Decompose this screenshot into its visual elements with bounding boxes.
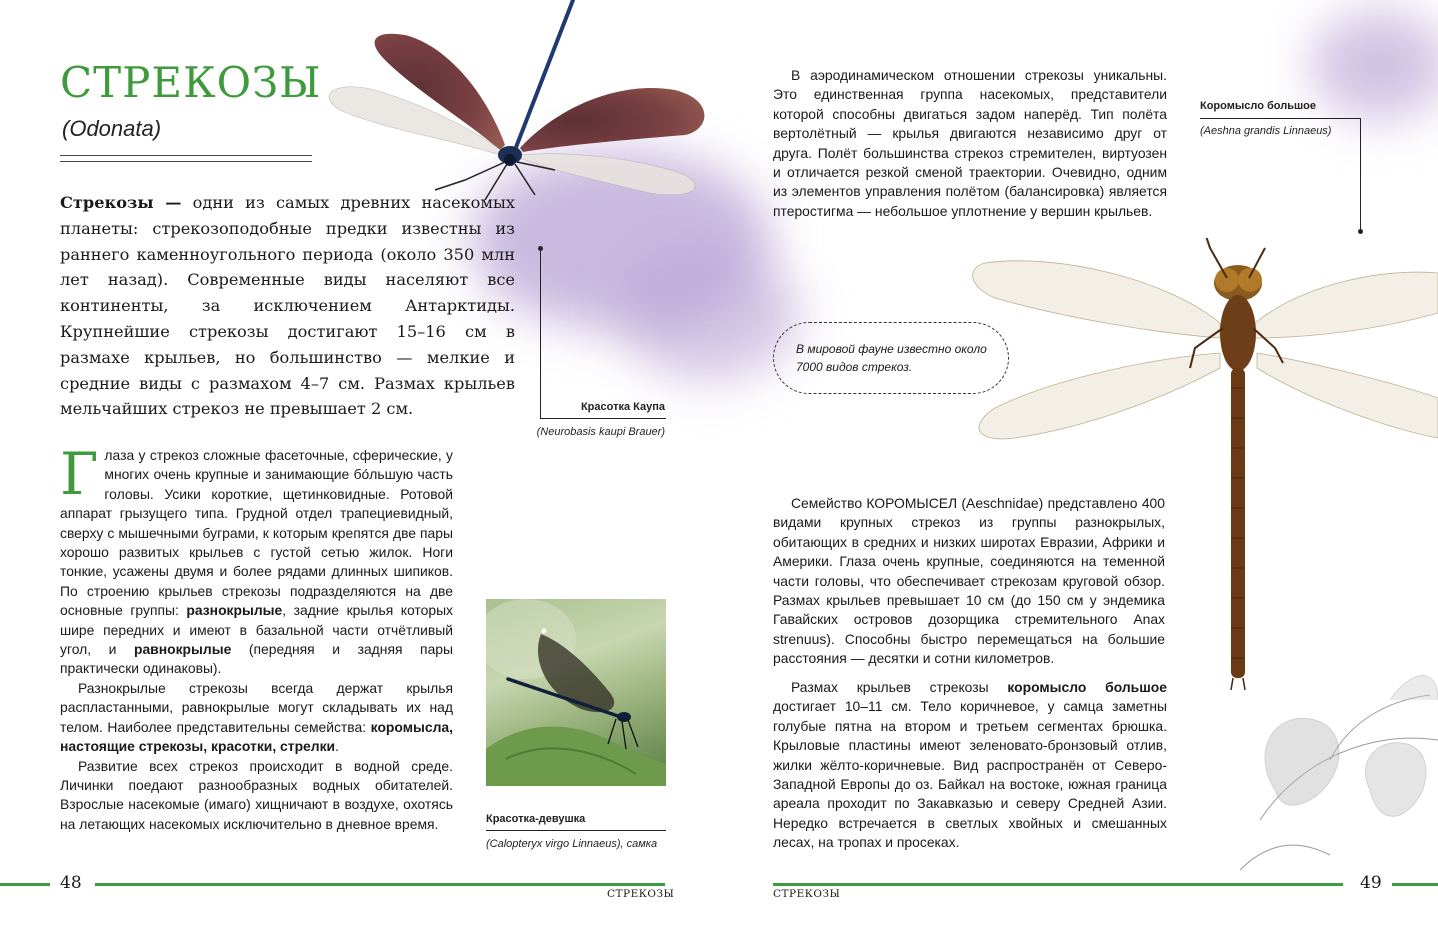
caption-leader-line [1360,118,1361,231]
fact-callout: В мировой фауне известно около 7000 видов стрекоз. [773,322,1009,394]
body-text: достигает 10–11 см. Тело коричневое, у самца заметны голубые пятна на втором и третьем сегментах брюшка. Крыловые пластины имеют зеленовато-бронзовый отлив, жилки жёлто-коричневые. Вид распространён от Северо-Западной Европы до оз. Байкал на востоке, южная граница ареала проходит по Закавказью и северу Средней Азии. Нередко встречается в светлых хвойных и смешанных лесах, на тропах и просеках. [773,698,1167,851]
body-bold: разнокрылые [186,602,283,619]
dragonfly-neurobasis-illustration [315,0,715,200]
body-bold: коромысло большое [1007,679,1168,695]
body-text: Размах крыльев стрекозы [791,679,1008,695]
body-bold: равнокрылые [133,641,232,658]
caption-devushka-latin: (Calopteryx virgo Linnaeus), самка [486,838,658,850]
intro-lead: Стрекозы — [60,193,182,212]
body-text: (передняя и задняя пары практически одинаковы). [60,641,453,677]
intro-paragraph [60,190,515,422]
caption-koromyslo-name: Коромысло большое [1200,100,1316,112]
running-head-left: СТРЕКОЗЫ [607,888,675,900]
family-paragraph: Семейство КОРОМЫСЕЛ (Aeschnidae) представлено 400 видами крупных стрекоз из группы разнокрылых, обитающих в средних и низких широтах Евразии, Африки и Америки. Глаза очень крупные, соединяются на теменной части головы, что обеспечивает стрекозам круговой обзор. Размах крыльев превышает 10 см (до 150 см у эндемика Гавайских островов дозорщика стремительного Anax strenuus). Способны быстро перемещаться на большие расстояния — десятки и сотни километров. [773,495,1165,667]
body-paragraph: Развитие всех стрекоз происходит в водной среде. Личинки поедают разнообразных водных обитателей. Взрослые насекомые (имаго) хищничают в воздухе, охотясь на летающих насекомых исключительно в дневное время. [60,757,453,832]
caption-leader-dot [1358,229,1363,234]
latin-name: (Odonata) [62,116,162,141]
page-number-left: 48 [60,873,82,893]
damselfly-photo [486,599,666,786]
caption-rule [486,830,666,831]
caption-leader-line [540,418,666,419]
body-bold: коромысла, настоящие стрекозы, красотки, стрелки [60,718,453,755]
page-number-right: 49 [1360,873,1382,893]
body-paragraph [60,679,453,757]
footer-rule [0,883,50,886]
caption-devushka-name: Красотка-девушка [486,813,586,825]
watercolor-blob [1310,10,1438,120]
span-paragraph [773,678,1167,853]
body-text: , задние крылья которых шире передних и имеют в базальной части отчётливый угол, и [60,602,453,658]
botanical-sketch [1180,640,1438,880]
body-text: . [335,738,339,755]
caption-rule [1200,118,1361,119]
title-rule [60,155,312,162]
body-text: лаза у стрекоз сложные фасеточные, сферические, у многих очень крупные и занимающие бо́льшую часть головы. Усики короткие, щетинковидные. Ротовой аппарат грызущего типа. Грудной отдел трапециевидный, сверху с мышечными буграми, к которым крепятся две пары хорошо развитых крыльев с густой сетью жилок. Ноги тонкие, усажены двумя и более рядами длинных шипиков. По строению крыльев стрекозы подразделяются на две основные группы: [60,447,453,619]
body-text: Разнокрылые стрекозы всегда держат крылья распластанными, равнокрылые могут складывать их над телом. Наиболее представительны семейства: [60,679,453,735]
footer-rule [95,883,665,886]
caption-leader-line [540,250,541,418]
caption-leader-dot [538,246,543,251]
footer-rule [1392,883,1438,886]
body-paragraph [60,440,453,679]
aero-paragraph: В аэродинамическом отношении стрекозы уникальны. Это единственная группа насекомых, представители которой способны двигаться задом наперёд. Тип полёта вертолётный — крылья двигаются независимо друг от друга. Полёт большинства стрекоз стремителен, виртуозен и отличается резкой сменой траектории. Очевидно, одним из элементов управления полётом (балансировка) является птеростигма — небольшое уплотнение у вершин крыльев. [773,67,1167,219]
caption-koromyslo-latin: (Aeshna grandis Linnaeus) [1200,125,1332,137]
intro-text: одни из самых древних насекомых планеты: стрекозоподобные предки известны из раннего каменноугольного периода (около 350 млн лет назад). Современные виды населяют все континенты, за исключением Антарктиды. Крупнейшие стрекозы достигают 15–16 см в размахе крыльев, но большинство — мелкие и средние виды с размахом 4–7 см. Размах крыльев мельчайших стрекоз не превышает 2 см. [60,193,515,419]
body-column-left [60,440,453,834]
running-head-right: СТРЕКОЗЫ [773,888,841,900]
drop-cap: Г [60,440,99,508]
caption-kaupa-name: Красотка Каупа [580,401,665,413]
page-title: СТРЕКОЗЫ [60,58,322,107]
footer-rule [773,883,1343,886]
caption-kaupa-latin: (Neurobasis kaupi Brauer) [536,426,665,438]
